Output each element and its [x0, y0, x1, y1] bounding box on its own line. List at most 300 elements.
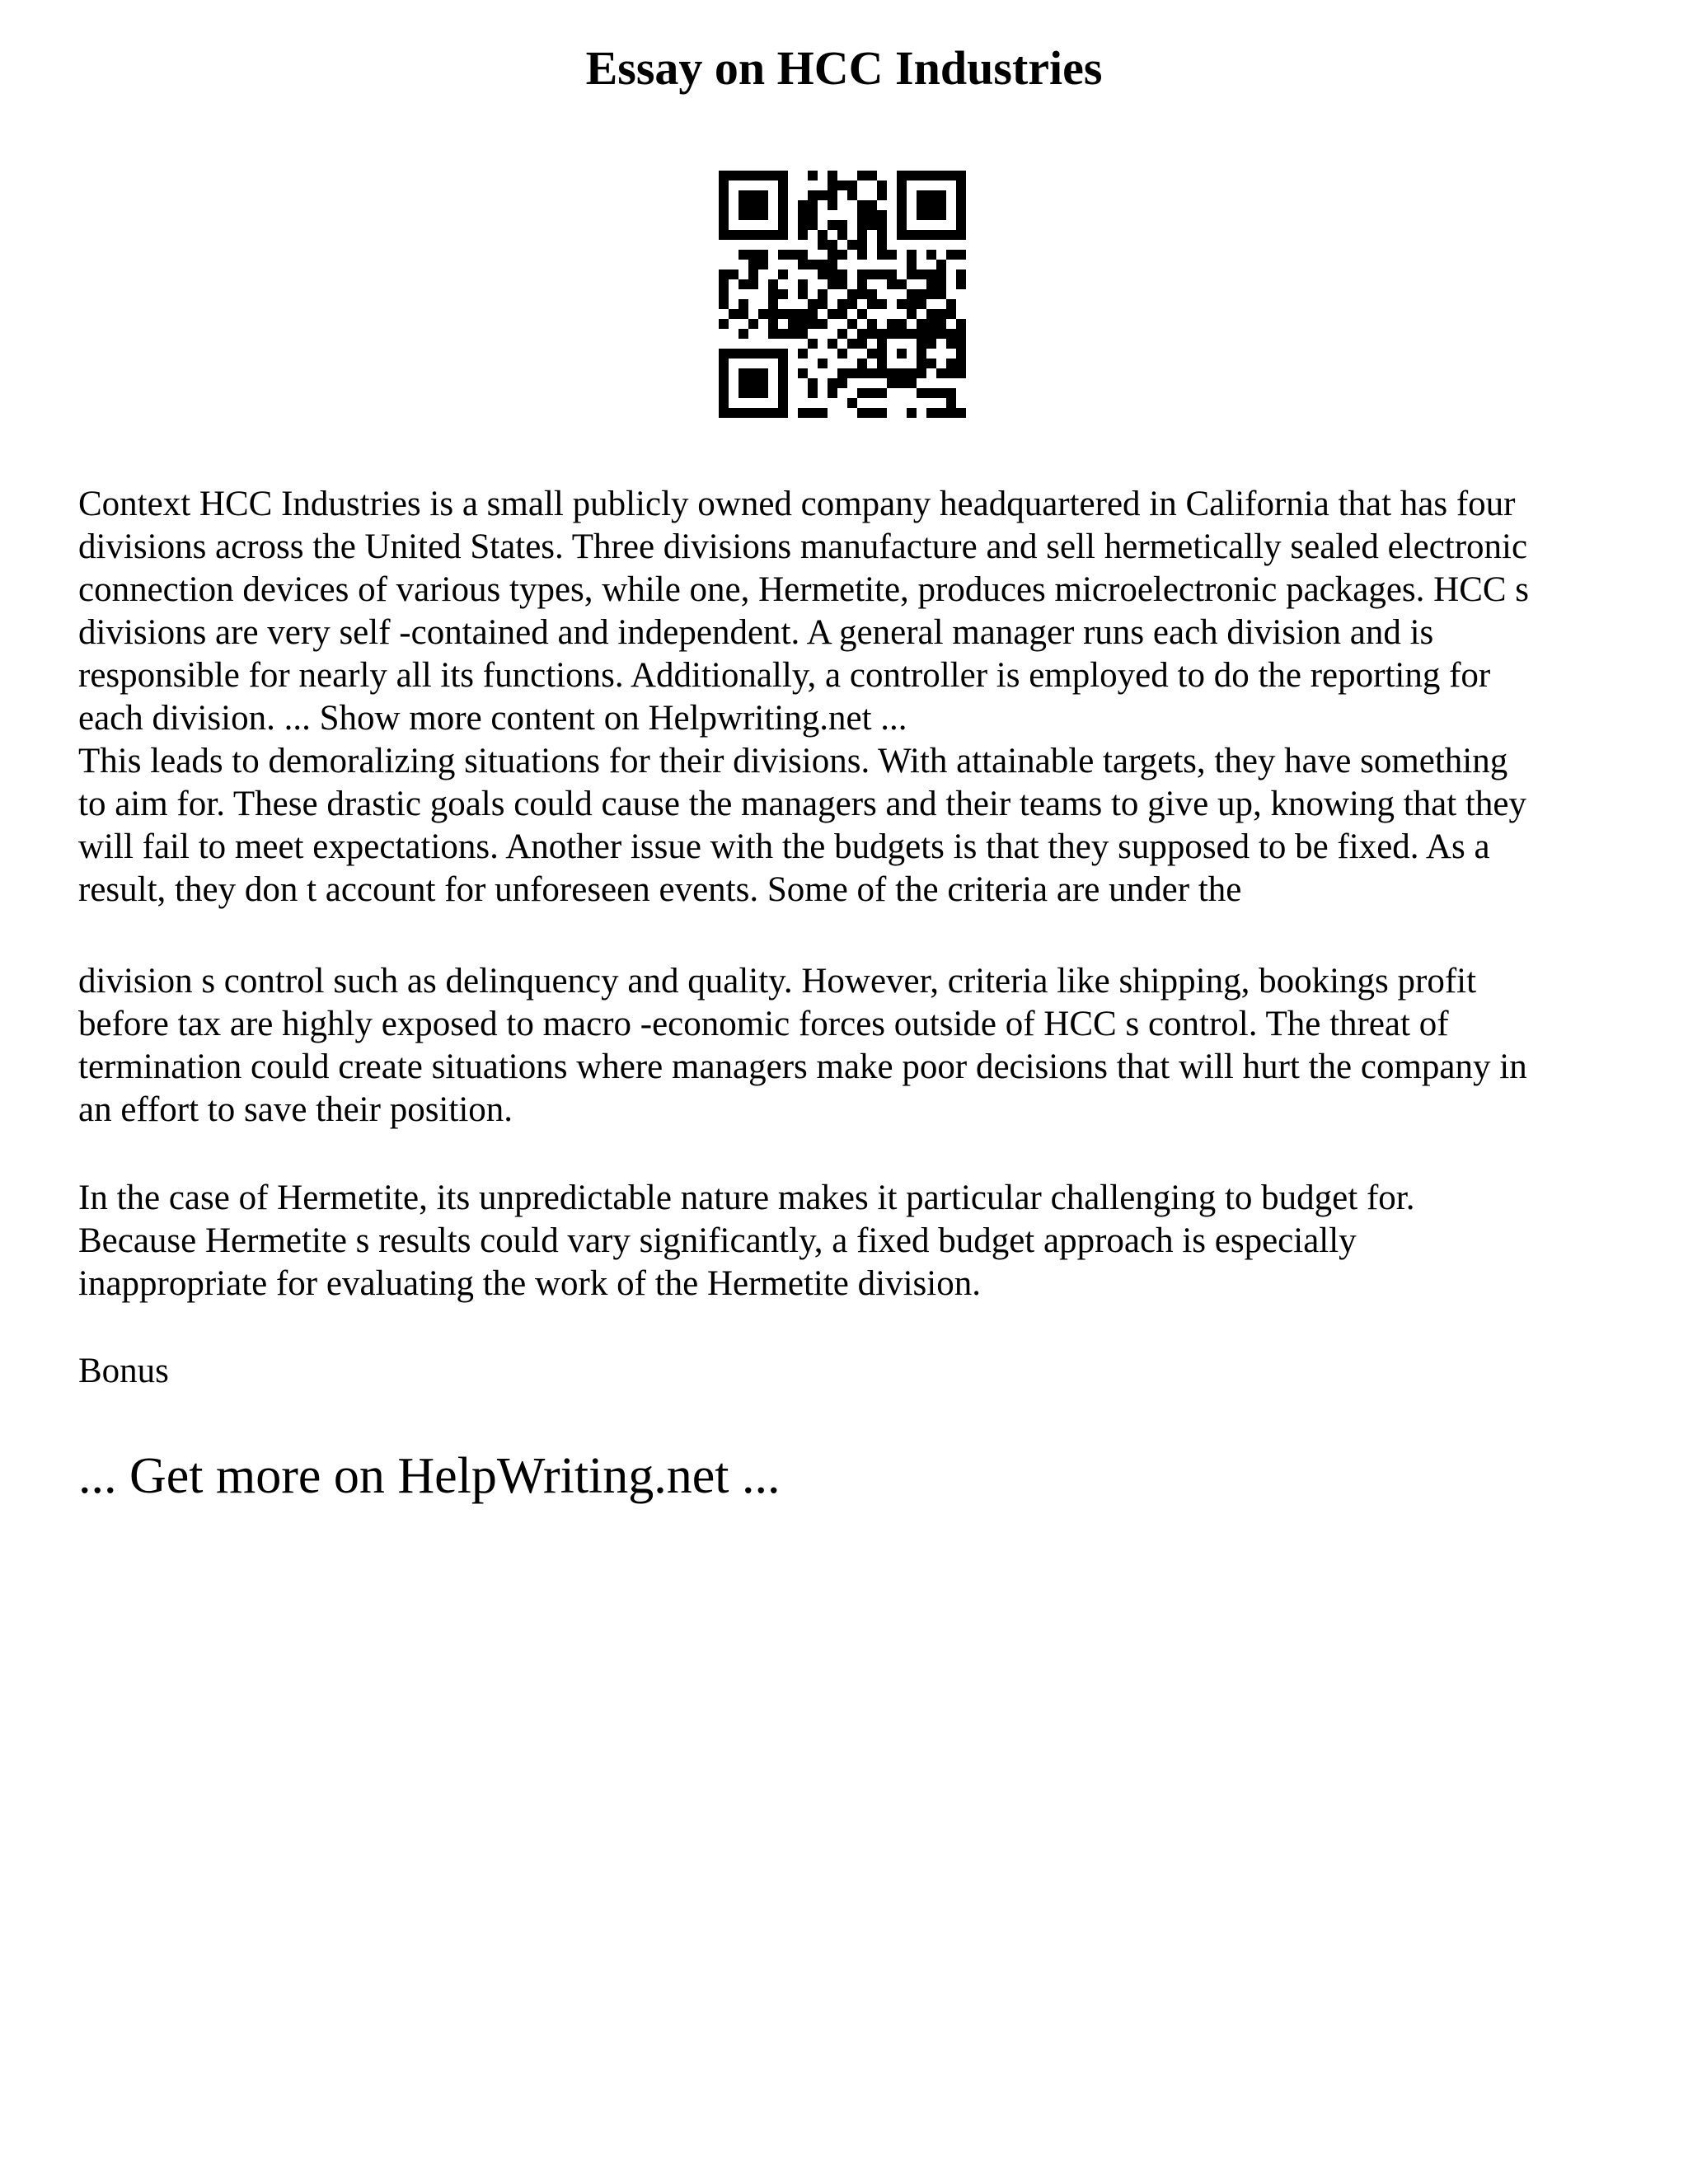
qr-module	[887, 250, 897, 260]
qr-module	[748, 250, 758, 260]
qr-module	[897, 210, 907, 220]
qr-module	[867, 329, 877, 339]
qr-module	[926, 388, 936, 398]
qr-module	[768, 299, 778, 309]
document-title: Essay on HCC Industries	[585, 41, 1103, 95]
qr-module	[956, 408, 966, 418]
qr-module	[956, 230, 966, 240]
qr-module	[798, 319, 808, 329]
text-line: responsible for nearly all its functions. Additionally, a controller is employed to do the reporting for	[78, 656, 1491, 695]
qr-module	[926, 210, 936, 220]
qr-module	[758, 349, 768, 359]
qr-module	[926, 309, 936, 319]
qr-module	[946, 171, 956, 180]
qr-module	[946, 250, 956, 260]
qr-module	[808, 339, 818, 349]
qr-module	[936, 230, 946, 240]
qr-module	[946, 339, 956, 349]
qr-module	[936, 368, 946, 378]
qr-module	[828, 171, 837, 180]
qr-module	[778, 269, 788, 279]
qr-module	[778, 250, 788, 260]
qr-module	[818, 190, 828, 200]
text-line: an effort to save their position.	[78, 1090, 513, 1129]
text-line: In the case of Hermetite, its unpredictable nature makes it particular challenging to budget for.	[78, 1179, 1415, 1217]
qr-module	[818, 260, 828, 269]
qr-module	[857, 210, 867, 220]
qr-module	[729, 349, 738, 359]
qr-module	[748, 190, 758, 200]
qr-module	[778, 359, 788, 368]
qr-module	[798, 329, 808, 339]
qr-module	[877, 299, 887, 309]
qr-module	[719, 408, 729, 418]
qr-module	[818, 230, 828, 240]
qr-module	[877, 240, 887, 250]
qr-module	[828, 220, 837, 230]
qr-module	[758, 378, 768, 388]
qr-module	[877, 269, 887, 279]
qr-module	[907, 171, 917, 180]
qr-module	[956, 171, 966, 180]
qr-module	[926, 200, 936, 210]
qr-module	[946, 398, 956, 408]
qr-module	[847, 299, 857, 309]
qr-module	[926, 359, 936, 368]
qr-module	[748, 368, 758, 378]
qr-module	[887, 329, 897, 339]
qr-module	[808, 309, 818, 319]
qr-module	[926, 408, 936, 418]
qr-module	[956, 329, 966, 339]
qr-module	[719, 359, 729, 368]
qr-module	[837, 269, 847, 279]
qr-module	[926, 171, 936, 180]
qr-module	[847, 339, 857, 349]
qr-module	[729, 309, 738, 319]
qr-module	[877, 230, 887, 240]
qr-module	[778, 368, 788, 378]
qr-module	[936, 200, 946, 210]
qr-module	[907, 250, 917, 260]
qr-module	[867, 368, 877, 378]
qr-module	[857, 279, 867, 289]
text-line: connection devices of various types, while one, Hermetite, produces microelectronic packages. HCC s	[78, 570, 1530, 609]
qr-module	[877, 388, 887, 398]
qr-module	[877, 329, 887, 339]
qr-module	[778, 309, 788, 319]
qr-module	[748, 408, 758, 418]
qr-module	[946, 368, 956, 378]
qr-module	[828, 180, 837, 190]
qr-module	[798, 279, 808, 289]
qr-module	[946, 309, 956, 319]
qr-module	[857, 289, 867, 299]
qr-module	[907, 299, 917, 309]
qr-module	[946, 408, 956, 418]
qr-module	[748, 279, 758, 289]
qr-module	[877, 339, 887, 349]
qr-module	[857, 368, 867, 378]
qr-module	[828, 200, 837, 210]
qr-module	[867, 210, 877, 220]
qr-module	[936, 269, 946, 279]
qr-module	[847, 398, 857, 408]
qr-module	[897, 319, 907, 329]
qr-module	[818, 269, 828, 279]
qr-module	[768, 309, 778, 319]
qr-module	[926, 319, 936, 329]
qr-module	[719, 180, 729, 190]
qr-module	[857, 230, 867, 240]
qr-module	[798, 309, 808, 319]
qr-module	[788, 319, 798, 329]
qr-module	[936, 279, 946, 289]
qr-module	[917, 359, 926, 368]
text-line: each division. ... Show more content on Helpwriting.net ...	[78, 699, 907, 738]
qr-module	[768, 289, 778, 299]
qr-module	[798, 289, 808, 299]
qr-module	[738, 279, 748, 289]
qr-module	[758, 388, 768, 398]
qr-module	[847, 289, 857, 299]
qr-module	[748, 200, 758, 210]
qr-module	[917, 289, 926, 299]
qr-module	[917, 210, 926, 220]
qr-module	[907, 230, 917, 240]
qr-module	[857, 388, 867, 398]
qr-module	[837, 368, 847, 378]
qr-module	[897, 299, 907, 309]
qr-module	[788, 250, 798, 260]
qr-module	[778, 398, 788, 408]
qr-module	[748, 378, 758, 388]
qr-module	[768, 408, 778, 418]
qr-module	[917, 230, 926, 240]
qr-module	[748, 269, 758, 279]
qr-module	[956, 349, 966, 359]
text-line: to aim for. These drastic goals could cause the managers and their teams to give up, knowing that they	[78, 785, 1526, 823]
qr-module	[828, 309, 837, 319]
qr-module	[778, 329, 788, 339]
qr-module	[956, 200, 966, 210]
qr-module	[778, 200, 788, 210]
qr-module	[926, 279, 936, 289]
qr-module	[788, 329, 798, 339]
qr-module	[867, 349, 877, 359]
qr-module	[936, 329, 946, 339]
qr-module	[956, 359, 966, 368]
promo-link[interactable]: ... Get more on HelpWriting.net ...	[78, 1448, 781, 1504]
qr-module	[818, 359, 828, 368]
qr-module	[738, 378, 748, 388]
qr-module	[808, 408, 818, 418]
qr-module	[768, 349, 778, 359]
qr-module	[778, 349, 788, 359]
qr-module	[828, 279, 837, 289]
qr-module	[738, 190, 748, 200]
text-line: before tax are highly exposed to macro -economic forces outside of HCC s control. The threat of	[78, 1005, 1449, 1043]
qr-module	[917, 388, 926, 398]
qr-module	[936, 210, 946, 220]
qr-module	[778, 289, 788, 299]
qr-module	[719, 378, 729, 388]
qr-module	[758, 210, 768, 220]
qr-module	[818, 289, 828, 299]
qr-module	[877, 250, 887, 260]
qr-module	[828, 260, 837, 269]
paragraph-bonus: Bonus	[78, 1352, 169, 1390]
qr-module	[748, 349, 758, 359]
qr-module	[778, 220, 788, 230]
qr-module	[828, 388, 837, 398]
qr-module	[768, 279, 778, 289]
qr-module	[837, 180, 847, 190]
qr-module	[758, 408, 768, 418]
qr-module	[828, 240, 837, 250]
qr-module	[867, 319, 877, 329]
qr-module	[907, 368, 917, 378]
qr-module	[778, 378, 788, 388]
qr-module	[808, 260, 818, 269]
qr-module	[828, 250, 837, 260]
qr-module	[956, 190, 966, 200]
qr-module	[729, 171, 738, 180]
qr-module	[748, 210, 758, 220]
qr-module	[738, 210, 748, 220]
qr-module	[956, 319, 966, 329]
qr-module	[738, 388, 748, 398]
qr-module	[867, 200, 877, 210]
qr-module	[907, 260, 917, 269]
qr-module	[788, 309, 798, 319]
qr-module	[847, 180, 857, 190]
qr-module	[917, 171, 926, 180]
qr-module	[719, 349, 729, 359]
qr-module	[808, 388, 818, 398]
qr-module	[857, 269, 867, 279]
qr-module	[956, 220, 966, 230]
qr-module	[897, 368, 907, 378]
text-line: divisions are very self -contained and independent. A general manager runs each division and is	[78, 613, 1434, 652]
qr-module	[828, 190, 837, 200]
qr-module	[738, 309, 748, 319]
qr-module	[768, 329, 778, 339]
qr-module	[847, 190, 857, 200]
qr-module	[738, 368, 748, 378]
qr-module	[857, 408, 867, 418]
qr-module	[877, 408, 887, 418]
qr-module	[798, 349, 808, 359]
qr-module	[729, 408, 738, 418]
qr-module	[738, 171, 748, 180]
qr-code-icon	[719, 171, 966, 418]
text-line: will fail to meet expectations. Another issue with the budgets is that they supposed to be fixed. As a	[78, 827, 1490, 866]
qr-module	[917, 349, 926, 359]
qr-module	[828, 378, 837, 388]
qr-module	[956, 368, 966, 378]
qr-module	[748, 171, 758, 180]
qr-module	[897, 180, 907, 190]
qr-module	[808, 299, 818, 309]
qr-module	[887, 368, 897, 378]
qr-module	[956, 210, 966, 220]
qr-module	[758, 190, 768, 200]
qr-module	[877, 180, 887, 190]
qr-module	[887, 269, 897, 279]
qr-module	[857, 250, 867, 260]
qr-module	[857, 359, 867, 368]
qr-module	[798, 220, 808, 230]
qr-module	[897, 279, 907, 289]
qr-module	[748, 388, 758, 398]
qr-module	[946, 359, 956, 368]
qr-module	[758, 260, 768, 269]
qr-module	[956, 180, 966, 190]
qr-module	[897, 200, 907, 210]
qr-module	[738, 250, 748, 260]
qr-module	[867, 289, 877, 299]
qr-module	[758, 200, 768, 210]
qr-module	[907, 408, 917, 418]
qr-module	[808, 319, 818, 329]
qr-module	[877, 190, 887, 200]
qr-module	[887, 319, 897, 329]
text-line: termination could create situations where managers make poor decisions that will hurt the company in	[78, 1047, 1527, 1086]
qr-module	[808, 171, 818, 180]
qr-module	[936, 260, 946, 269]
qr-module	[738, 349, 748, 359]
qr-module	[738, 408, 748, 418]
qr-module	[857, 200, 867, 210]
qr-module	[837, 378, 847, 388]
qr-module	[837, 279, 847, 289]
qr-module	[778, 230, 788, 240]
qr-module	[857, 309, 867, 319]
qr-module	[926, 339, 936, 349]
text-line: This leads to demoralizing situations for their divisions. With attainable targets, they have something	[78, 742, 1508, 780]
qr-module	[867, 299, 877, 309]
qr-module	[798, 200, 808, 210]
qr-module	[907, 289, 917, 299]
qr-module	[837, 230, 847, 240]
qr-module	[818, 299, 828, 309]
qr-module	[897, 230, 907, 240]
qr-module	[917, 339, 926, 349]
qr-module	[719, 388, 729, 398]
qr-module	[936, 388, 946, 398]
qr-module	[946, 388, 956, 398]
qr-module	[867, 220, 877, 230]
qr-module	[887, 378, 897, 388]
qr-module	[897, 329, 907, 339]
qr-module	[867, 269, 877, 279]
qr-module	[719, 230, 729, 240]
qr-module	[877, 349, 887, 359]
qr-module	[719, 279, 729, 289]
qr-module	[956, 250, 966, 260]
qr-module	[818, 240, 828, 250]
paragraph-hermetite	[78, 1177, 1628, 1305]
qr-module	[758, 368, 768, 378]
qr-module	[828, 339, 837, 349]
qr-module	[798, 230, 808, 240]
qr-module	[847, 240, 857, 250]
qr-module	[936, 190, 946, 200]
qr-module	[719, 319, 729, 329]
qr-module	[719, 299, 729, 309]
qr-module	[778, 180, 788, 190]
qr-module	[778, 408, 788, 418]
qr-module	[719, 398, 729, 408]
text-line: result, they don t account for unforeseen events. Some of the criteria are under the	[78, 870, 1242, 909]
qr-module	[768, 319, 778, 329]
text-line: division s control such as delinquency and quality. However, criteria like shipping, bookings profit	[78, 962, 1477, 1001]
qr-module	[877, 368, 887, 378]
qr-module	[926, 269, 936, 279]
qr-module	[798, 368, 808, 378]
qr-module	[738, 230, 748, 240]
qr-module	[867, 388, 877, 398]
qr-module	[758, 230, 768, 240]
qr-module	[867, 171, 877, 180]
qr-module	[857, 339, 867, 349]
qr-module	[897, 349, 907, 359]
qr-module	[857, 240, 867, 250]
qr-module	[907, 309, 917, 319]
qr-module	[877, 359, 887, 368]
qr-module	[917, 319, 926, 329]
qr-module	[808, 190, 818, 200]
qr-module	[926, 230, 936, 240]
qr-module	[778, 210, 788, 220]
qr-module	[837, 309, 847, 319]
qr-module	[738, 200, 748, 210]
qr-module	[867, 408, 877, 418]
qr-module	[837, 329, 847, 339]
qr-module	[946, 299, 956, 309]
qr-module	[808, 210, 818, 220]
qr-module	[778, 190, 788, 200]
qr-module	[907, 269, 917, 279]
qr-module	[917, 190, 926, 200]
qr-module	[917, 329, 926, 339]
qr-module	[719, 269, 729, 279]
qr-module	[808, 378, 818, 388]
qr-module	[917, 368, 926, 378]
qr-module	[748, 230, 758, 240]
qr-module	[729, 269, 738, 279]
qr-module	[897, 171, 907, 180]
qr-module	[936, 289, 946, 299]
qr-module	[828, 269, 837, 279]
paragraph-division-control	[78, 960, 1628, 1132]
qr-module	[917, 269, 926, 279]
qr-module	[946, 329, 956, 339]
qr-module	[768, 230, 778, 240]
qr-module	[758, 171, 768, 180]
qr-module	[837, 250, 847, 260]
qr-module	[926, 250, 936, 260]
qr-module	[887, 279, 897, 289]
qr-module	[778, 171, 788, 180]
qr-module	[758, 309, 768, 319]
qr-module	[897, 190, 907, 200]
qr-module	[837, 220, 847, 230]
text-line: inappropriate for evaluating the work of the Hermetite division.	[78, 1264, 981, 1303]
qr-module	[798, 250, 808, 260]
qr-module	[936, 171, 946, 180]
